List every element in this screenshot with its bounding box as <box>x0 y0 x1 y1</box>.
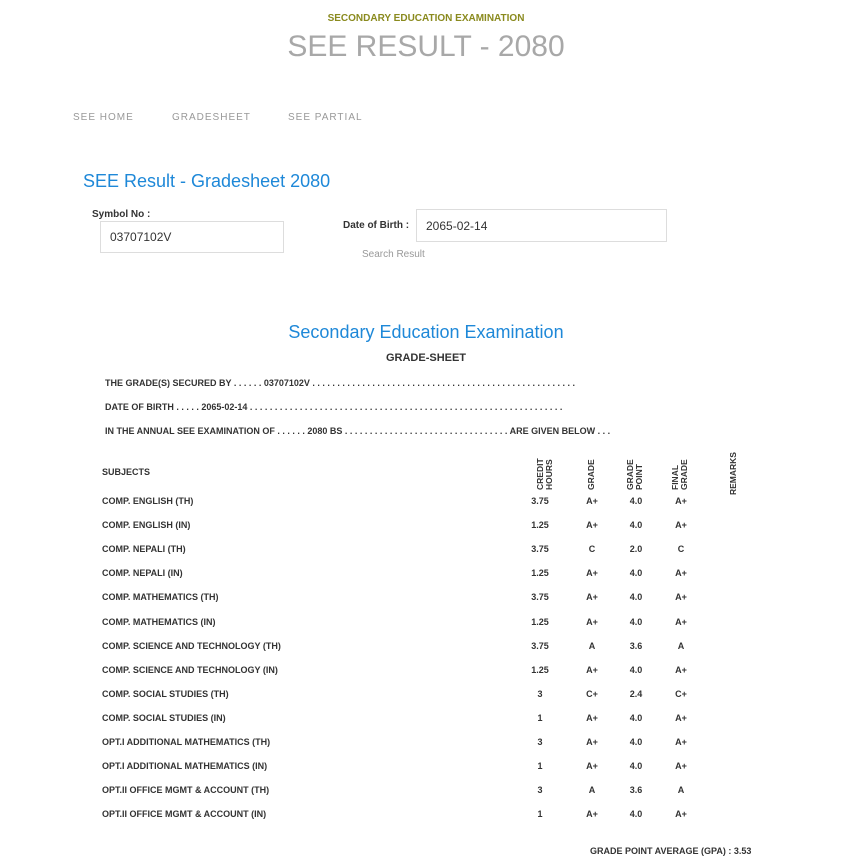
cell-grade: C <box>588 544 596 555</box>
table-row <box>102 713 802 737</box>
header-subjects: SUBJECTS <box>102 467 151 477</box>
cell-subject: COMP. SCIENCE AND TECHNOLOGY (TH) <box>102 640 281 651</box>
cell-final-grade: A+ <box>675 496 687 506</box>
cell-final-grade: A+ <box>675 592 687 603</box>
cell-credit-hours: 1.25 <box>531 520 549 531</box>
cell-final-grade: A+ <box>675 737 687 747</box>
cell-grade-point: 4.0 <box>629 520 643 531</box>
cell-grade-point: 4.0 <box>629 712 643 723</box>
cell-grade: A+ <box>586 592 598 603</box>
form-heading: SEE Result - Gradesheet 2080 <box>83 171 331 191</box>
cell-subject: OPT.II OFFICE MGMT & ACCOUNT (TH) <box>102 785 270 796</box>
cell-grade: A+ <box>586 568 598 579</box>
exam-line: IN THE ANNUAL SEE EXAMINATION OF . . . . . . 2080 BS . . . . . . . . . . . . . . . . . . . . . . . . . . . . . . . . . ARE GIVEN BELOW . . . <box>105 426 611 436</box>
cell-credit-hours: 3 <box>537 785 543 796</box>
cell-grade-point: 4.0 <box>629 761 643 772</box>
cell-grade-point: 4.0 <box>629 496 643 506</box>
cell-final-grade: C <box>677 544 685 555</box>
cell-grade: C+ <box>586 688 598 699</box>
cell-grade-point: 4.0 <box>629 809 643 820</box>
search-result-button[interactable]: Search Result <box>362 249 425 260</box>
cell-grade: A+ <box>586 712 598 723</box>
cell-credit-hours: 1.25 <box>531 568 549 579</box>
cell-final-grade: A+ <box>675 664 687 675</box>
cell-final-grade: A+ <box>675 616 687 627</box>
table-row <box>102 544 802 568</box>
cell-grade-point: 2.0 <box>629 544 643 555</box>
cell-final-grade: A+ <box>675 520 687 531</box>
cell-grade: A+ <box>586 520 598 531</box>
header-final-grade: FINAL GRADE <box>670 459 689 490</box>
cell-grade-point: 4.0 <box>629 664 643 675</box>
table-row <box>102 761 802 785</box>
cell-credit-hours: 1 <box>537 761 543 772</box>
cell-final-grade: A <box>677 785 685 796</box>
nav-see-home[interactable]: SEE HOME <box>73 112 134 123</box>
table-row <box>102 641 802 665</box>
cell-final-grade: A+ <box>675 712 687 723</box>
symbol-label: Symbol No : <box>92 209 151 220</box>
symbol-input[interactable]: 03707102V <box>100 221 284 253</box>
cell-grade-point: 4.0 <box>629 568 643 579</box>
sheet-title: Secondary Education Examination <box>288 322 564 342</box>
cell-subject: COMP. NEPALI (IN) <box>102 568 183 579</box>
nav-see-partial[interactable]: SEE PARTIAL <box>288 112 363 123</box>
cell-credit-hours: 3 <box>537 688 543 699</box>
table-row <box>102 568 802 592</box>
cell-subject: COMP. SCIENCE AND TECHNOLOGY (IN) <box>102 664 278 675</box>
cell-grade-point: 2.4 <box>629 688 643 699</box>
cell-grade: A <box>588 640 596 651</box>
cell-credit-hours: 3.75 <box>531 640 549 651</box>
header-grade: GRADE <box>586 459 596 490</box>
table-row <box>102 665 802 689</box>
cell-grade: A+ <box>586 616 598 627</box>
cell-grade-point: 3.6 <box>629 785 643 796</box>
cell-subject: COMP. SOCIAL STUDIES (TH) <box>102 688 229 699</box>
cell-final-grade: A <box>677 640 685 651</box>
sheet-subtitle: GRADE-SHEET <box>385 352 467 364</box>
nav-gradesheet[interactable]: GRADESHEET <box>172 112 251 123</box>
table-row <box>102 617 802 641</box>
cell-grade: A+ <box>586 496 598 506</box>
cell-grade-point: 4.0 <box>629 592 643 603</box>
cell-subject: OPT.II OFFICE MGMT & ACCOUNT (IN) <box>102 809 267 820</box>
cell-subject: COMP. ENGLISH (TH) <box>102 496 194 506</box>
cell-grade: A+ <box>586 664 598 675</box>
cell-grade-point: 4.0 <box>629 616 643 627</box>
cell-final-grade: C+ <box>675 688 687 699</box>
cell-credit-hours: 3.75 <box>531 496 549 506</box>
table-row <box>102 689 802 713</box>
cell-grade-point: 3.6 <box>629 640 643 651</box>
dob-label: Date of Birth : <box>343 220 410 231</box>
cell-subject: COMP. NEPALI (TH) <box>102 544 186 555</box>
cell-credit-hours: 3.75 <box>531 544 549 555</box>
header-grade-point: GRADE POINT <box>625 459 644 490</box>
cell-final-grade: A+ <box>675 568 687 579</box>
table-row <box>102 809 802 833</box>
dob-input[interactable]: 2065-02-14 <box>416 209 667 242</box>
cell-grade: A+ <box>586 737 598 747</box>
table-row <box>102 520 802 544</box>
cell-grade: A+ <box>586 809 598 820</box>
cell-grade: A+ <box>586 761 598 772</box>
table-row <box>102 737 802 761</box>
table-row <box>102 496 802 520</box>
cell-credit-hours: 1 <box>537 809 543 820</box>
cell-credit-hours: 3.75 <box>531 592 549 603</box>
cell-final-grade: A+ <box>675 809 687 820</box>
header-remarks: REMARKS <box>728 452 738 495</box>
cell-subject: COMP. SOCIAL STUDIES (IN) <box>102 712 226 723</box>
cell-grade: A <box>588 785 596 796</box>
cell-credit-hours: 3 <box>537 737 543 747</box>
page-title: SEE RESULT - 2080 <box>287 30 565 63</box>
cell-subject: COMP. MATHEMATICS (TH) <box>102 592 219 603</box>
header-credit-hours: CREDIT HOURS <box>535 458 554 490</box>
cell-subject: COMP. MATHEMATICS (IN) <box>102 616 216 627</box>
cell-subject: OPT.I ADDITIONAL MATHEMATICS (IN) <box>102 761 268 772</box>
cell-subject: OPT.I ADDITIONAL MATHEMATICS (TH) <box>102 737 271 747</box>
secured-by-line: THE GRADE(S) SECURED BY . . . . . . 03707102V . . . . . . . . . . . . . . . . . . . . . . . . . . . . . . . . . . . . . . . . . . . . . . . . . . . . . <box>105 378 575 388</box>
table-row <box>102 592 802 616</box>
cell-grade-point: 4.0 <box>629 737 643 747</box>
cell-credit-hours: 1.25 <box>531 616 549 627</box>
dob-line: DATE OF BIRTH . . . . . 2065-02-14 . . . . . . . . . . . . . . . . . . . . . . . . . . . . . . . . . . . . . . . . . . . . . . . . . . . . . . . . . . . . . . . <box>105 402 563 412</box>
cell-credit-hours: 1.25 <box>531 664 549 675</box>
cell-final-grade: A+ <box>675 761 687 772</box>
table-row <box>102 785 802 809</box>
gpa-value: GRADE POINT AVERAGE (GPA) : 3.53 <box>590 846 752 856</box>
cell-subject: COMP. ENGLISH (IN) <box>102 520 191 531</box>
cell-credit-hours: 1 <box>537 712 543 723</box>
header-subtitle: SECONDARY EDUCATION EXAMINATION <box>327 13 525 24</box>
